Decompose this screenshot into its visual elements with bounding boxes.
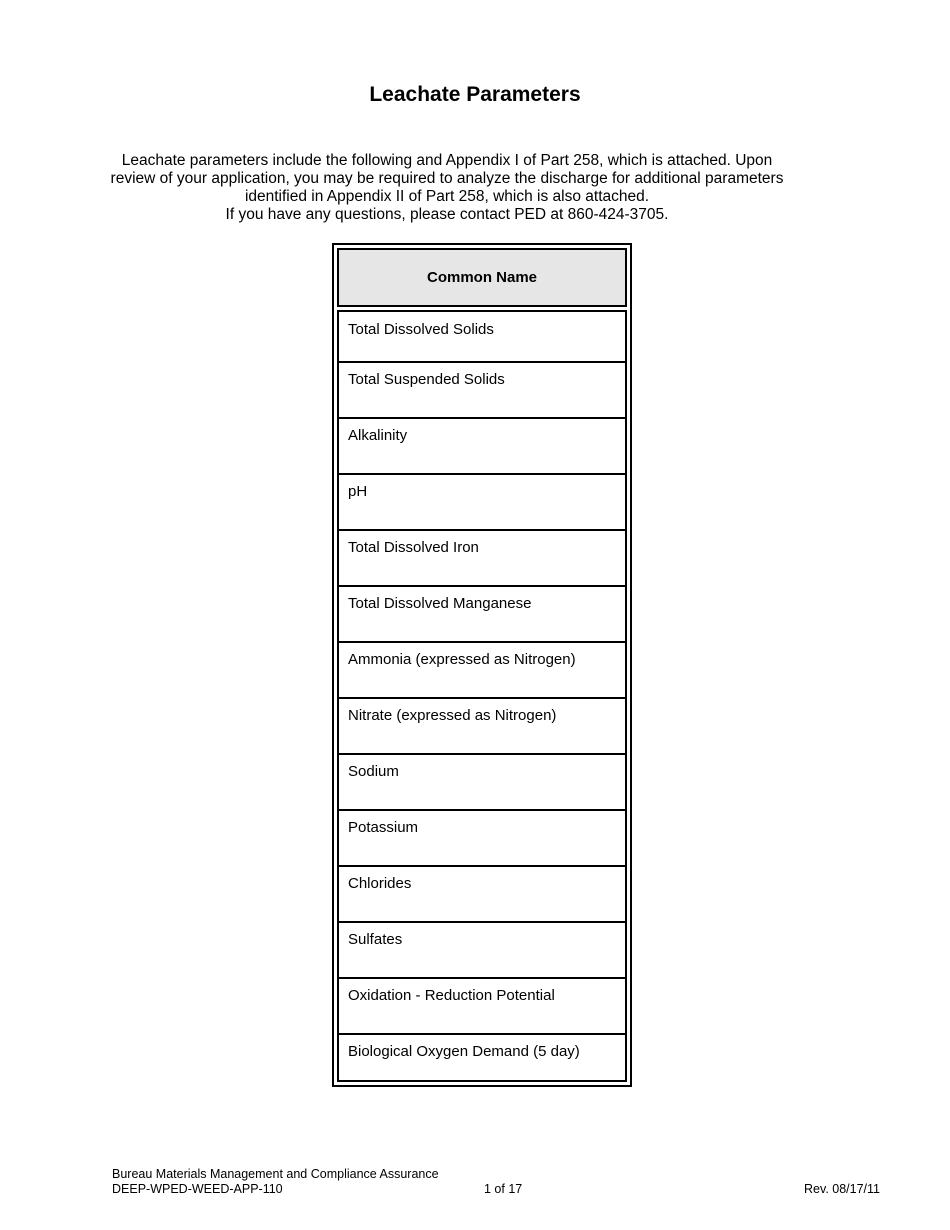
intro-line: identified in Appendix II of Part 258, which is also attached. [244,188,650,205]
table-row: Total Dissolved Solids [348,321,494,338]
parameters-table-inner [337,248,627,1082]
table-body [337,310,627,1082]
page-title: Leachate Parameters [369,83,581,106]
table-row: Total Dissolved Manganese [348,595,532,612]
parameters-table [332,243,632,1087]
intro-line: review of your application, you may be required to analyze the discharge for additional parameters [110,170,784,187]
row-divider [339,1033,625,1035]
table-header-common-name: Common Name [337,248,627,307]
table-row: Total Dissolved Iron [348,539,479,556]
intro-line: Leachate parameters include the following and Appendix I of Part 258, which is attached. Upon [121,152,773,169]
table-row: Nitrate (expressed as Nitrogen) [348,707,557,724]
table-row: Chlorides [348,875,412,892]
footer-left [112,1167,439,1197]
table-row: Ammonia (expressed as Nitrogen) [348,651,576,668]
row-divider [339,529,625,531]
table-row: Oxidation - Reduction Potential [348,987,555,1004]
table-row: Sulfates [348,931,403,948]
table-row: Total Suspended Solids [348,371,505,388]
footer-bureau: Bureau Materials Management and Compliance Assurance [112,1167,439,1181]
table-row: Sodium [348,763,399,780]
row-divider [339,361,625,363]
row-divider [339,697,625,699]
intro-paragraph [95,152,799,224]
row-divider [339,641,625,643]
row-divider [339,417,625,419]
footer-page-number: 1 of 17 [484,1182,523,1196]
footer-form-id: DEEP-WPED-WEED-APP-110 [112,1182,283,1196]
row-divider [339,809,625,811]
row-divider [339,473,625,475]
table-row: Biological Oxygen Demand (5 day) [348,1043,580,1060]
row-divider [339,865,625,867]
table-row: Alkalinity [348,427,408,444]
table-row: pH [348,483,368,500]
row-divider [339,753,625,755]
row-divider [339,585,625,587]
intro-line: If you have any questions, please contact PED at 860-424-3705. [225,206,669,223]
footer-revision: Rev. 08/17/11 [804,1182,880,1196]
row-divider [339,977,625,979]
table-row: Potassium [348,819,419,836]
row-divider [339,921,625,923]
